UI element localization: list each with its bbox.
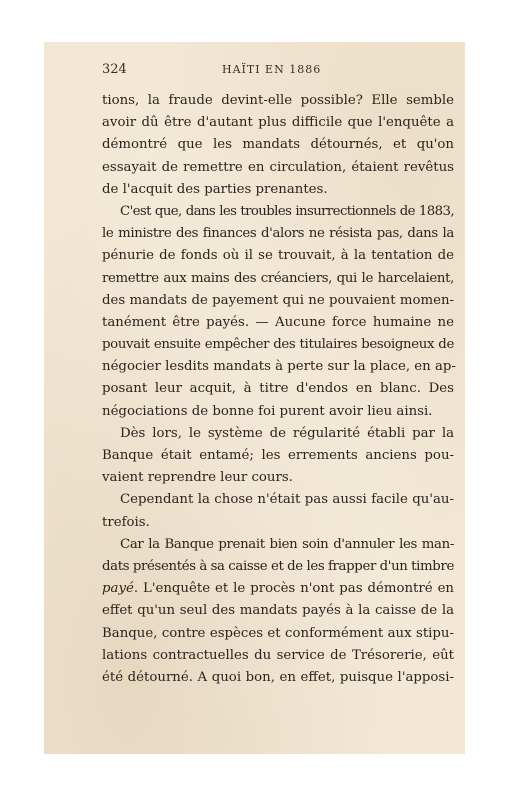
text-line: tions, la fraude devint-elle possible? Elle semble: [102, 93, 454, 108]
text-line: Dès lors, le système de régularité établi par la: [120, 425, 454, 441]
text-line: pénurie de fonds où il se trouvait, à la tentation de: [102, 248, 454, 264]
text-line: des mandats de payement qui ne pouvaient momen-: [102, 292, 454, 308]
text-line: remettre aux mains des créanciers, qui le harcelaient,: [102, 270, 454, 286]
text-line: été détourné. A quoi bon, en effet, puisque l'apposi-: [102, 669, 454, 685]
page-header: [102, 62, 465, 82]
text-segment: . L'enquête et le procès n'ont pas démontré en: [133, 581, 454, 597]
text-line: avoir dû être d'autant plus difficile que l'enquête a: [102, 115, 454, 131]
book-page: [44, 42, 465, 754]
body-text: [102, 90, 454, 689]
text-line: trefois.: [102, 514, 150, 530]
text-line: posant leur acquit, à titre d'endos en blanc. Des: [102, 381, 454, 397]
text-line: essayait de remettre en circulation, étaient revêtus: [102, 159, 454, 175]
page-number: 324: [102, 62, 127, 77]
text-line: le ministre des finances d'alors ne résista pas, dans la: [102, 226, 454, 242]
text-line: de l'acquit des parties prenantes.: [102, 181, 328, 197]
text-line: effet qu'un seul des mandats payés à la caisse de la: [102, 603, 454, 619]
italic-word: payé: [102, 581, 134, 597]
text-line: dats présentés à sa caisse et de les frapper d'un timbre: [102, 558, 454, 574]
text-line: pouvait ensuite empêcher des titulaires besoigneux de: [102, 337, 454, 353]
text-line: démontré que les mandats détournés, et qu'on: [102, 137, 454, 153]
text-line: négocier lesdits mandats à perte sur la place, en ap-: [102, 359, 456, 375]
text-line: Car la Banque prenait bien soin d'annuler les man-: [120, 536, 454, 552]
text-line: C'est que, dans les troubles insurrectionnels de 1883,: [120, 203, 454, 219]
text-line: négociations de bonne foi purent avoir lieu ainsi.: [102, 403, 433, 419]
text-line: [102, 578, 454, 600]
text-line: Banque était entamé; les errements anciens pou-: [102, 448, 454, 463]
text-line: Cependant la chose n'était pas aussi facile qu'au-: [120, 492, 454, 508]
text-line: lations contractuelles du service de Trésorerie, eût: [102, 647, 454, 663]
text-line: vaient reprendre leur cours.: [102, 470, 293, 486]
text-line: Banque, contre espèces et conformément aux stipu-: [102, 625, 454, 641]
running-title: HAÏTI EN 1886: [222, 63, 322, 76]
text-line: tanément être payés. — Aucune force humaine ne: [102, 314, 454, 330]
